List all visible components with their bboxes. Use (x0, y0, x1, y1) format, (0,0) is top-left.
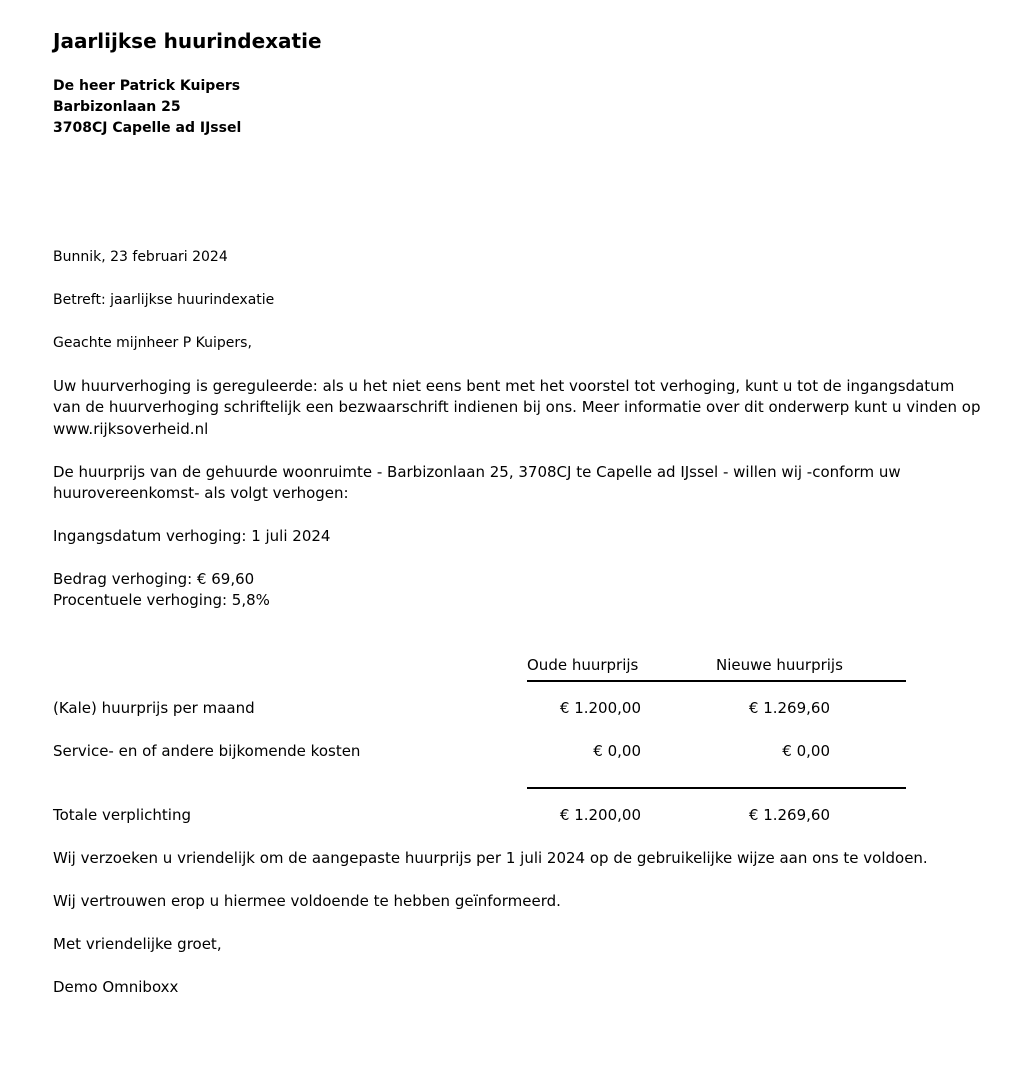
recipient-street: Barbizonlaan 25 (53, 99, 181, 115)
row-label: (Kale) huurprijs per maand (53, 699, 255, 717)
increase-percent: Procentuele verhoging: 5,8% (53, 591, 270, 609)
sender-name: Demo Omniboxx (53, 978, 179, 996)
recipient-name: De heer Patrick Kuipers (53, 78, 241, 94)
effective-date: Ingangsdatum verhoging: 1 juli 2024 (53, 527, 331, 545)
paragraph1-line3: www.rijksoverheid.nl (53, 420, 209, 438)
row-new-value: € 0,00 (782, 742, 830, 760)
paragraph2-line2: huurovereenkomst- als volgt verhogen: (53, 484, 349, 502)
total-new-value: € 1.269,60 (748, 806, 830, 824)
total-old-value: € 1.200,00 (559, 806, 641, 824)
subject-line: Betreft: jaarlijkse huurindexatie (53, 292, 275, 308)
request-text: Wij verzoeken u vriendelijk om de aangepaste huurprijs per 1 juli 2024 op de gebruikelijke wijze aan ons te voldoen. (53, 849, 928, 867)
closing-greeting: Met vriendelijke groet, (53, 935, 222, 953)
document-title: Jaarlijkse huurindexatie (53, 29, 322, 53)
table-total-divider (527, 787, 906, 789)
table-header-divider (527, 680, 906, 682)
total-label: Totale verplichting (53, 806, 191, 824)
trust-text: Wij vertrouwen erop u hiermee voldoende te hebben geïnformeerd. (53, 892, 561, 910)
header-new-rent: Nieuwe huurprijs (716, 656, 843, 674)
row-old-value: € 1.200,00 (559, 699, 641, 717)
paragraph1-line1: Uw huurverhoging is gereguleerde: als u het niet eens bent met het voorstel tot verhoging, kunt u tot de ingangsdatum (53, 377, 955, 395)
row-old-value: € 0,00 (593, 742, 641, 760)
salutation: Geachte mijnheer P Kuipers, (53, 335, 252, 351)
date-line: Bunnik, 23 februari 2024 (53, 249, 228, 265)
row-label: Service- en of andere bijkomende kosten (53, 742, 361, 760)
header-old-rent: Oude huurprijs (527, 656, 639, 674)
paragraph2-line1: De huurprijs van de gehuurde woonruimte - Barbizonlaan 25, 3708CJ te Capelle ad IJssel - willen wij -conform uw (53, 463, 901, 481)
row-new-value: € 1.269,60 (748, 699, 830, 717)
recipient-city: 3708CJ Capelle ad IJssel (53, 120, 242, 136)
increase-amount: Bedrag verhoging: € 69,60 (53, 570, 255, 588)
paragraph1-line2: van de huurverhoging schriftelijk een bezwaarschrift indienen bij ons. Meer informatie over dit onderwerp kunt u vinden op (53, 398, 981, 416)
